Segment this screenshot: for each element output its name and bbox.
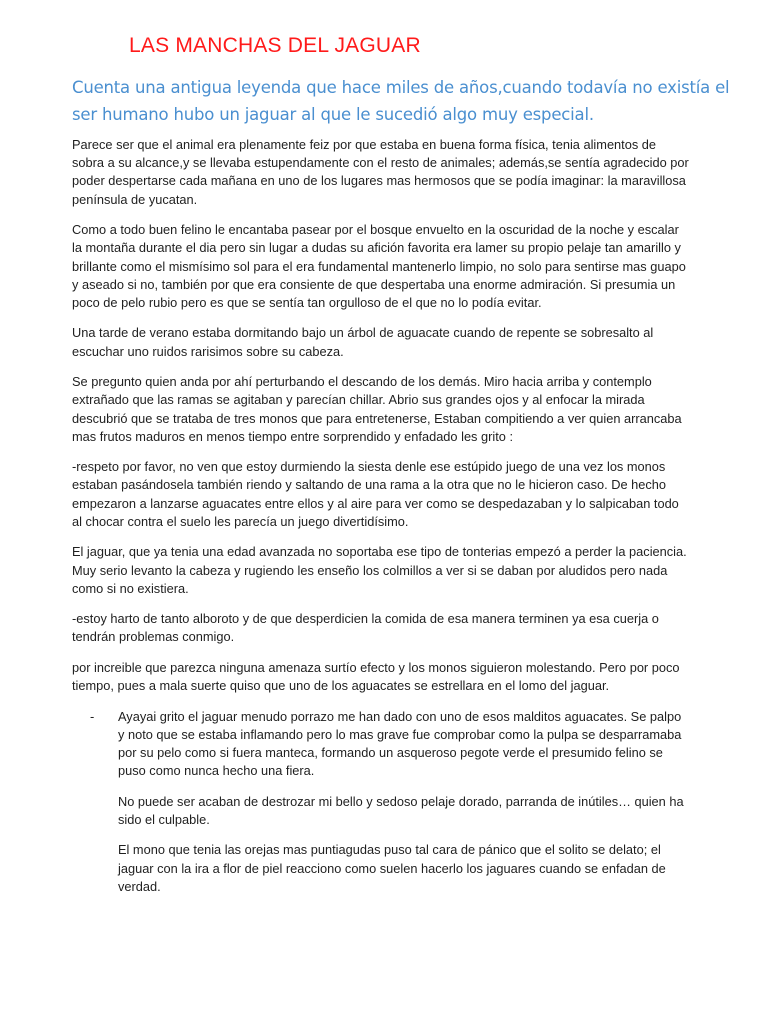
- document-title: LAS MANCHAS DEL JAGUAR: [129, 34, 421, 57]
- document-body: [72, 136, 690, 908]
- list-item: El mono que tenia las orejas mas puntiagudas puso tal cara de pánico que el solito se delato; el jaguar con la ira a flor de piel reacciono como suelen hacerlo los jaguares cuando se enfadan de verdad.: [118, 842, 666, 894]
- body-paragraph: El jaguar, que ya tenia una edad avanzada no soportaba ese tipo de tonterias empezó a perder la paciencia. Muy serio levanto la cabeza y rugiendo les enseño los colmillos a ver si se daban por aludidos pero nada como si no existiera.: [72, 544, 687, 596]
- body-paragraph: por increible que parezca ninguna amenaza surtío efecto y los monos siguieron molestando. Pero por poco tiempo, pues a mala suerte quiso que uno de los aguacates se estrellara en el lomo del jaguar.: [72, 659, 680, 694]
- list-bullet: -: [90, 708, 95, 724]
- body-paragraph: Como a todo buen felino le encantaba pasear por el bosque envuelto en la oscuridad de la noche y escalar la montaña durante el dia pero sin lugar a dudas su afición favorita era lamer su propio pelaje tan amarillo y brillante como el mismísimo sol para el era fundamental mantenerlo limpio, no solo para sentirse mas guapo y aseado si no, también por que era consiente de que despertaba una enorme admiración. Si presumia un poco de pelo rubio pero es que se sentía tan orgulloso de el que no lo podía evitar.: [72, 222, 686, 310]
- list-item: Ayayai grito el jaguar menudo porrazo me han dado con uno de esos malditos aguacates. Se palpo y noto que se estaba inflamando pero lo mas grave fue comprobar como la pulpa se desparramaba por su pelo como si fuera manteca, formando un asqueroso pegote verde el presumido felino se puso como nunca hecho una fiera.: [118, 708, 682, 779]
- intro-paragraph: Cuenta una antigua leyenda que hace miles de años,cuando todavía no existía el ser humano hubo un jaguar al que le sucedió algo muy especial.: [72, 78, 730, 124]
- body-paragraph: Una tarde de verano estaba dormitando bajo un árbol de aguacate cuando de repente se sobresalto al escuchar uno ruidos rarisimos sobre su cabeza.: [72, 325, 654, 359]
- body-paragraph: Parece ser que el animal era plenamente feiz por que estaba en buena forma física, tenia alimentos de sobra a su alcance,y se llevaba estupendamente con el resto de animales; además,se sentía agradecido por poder despertarse cada mañana en uno de los lugares mas hermosos que se podía imaginar: la maravillosa península de yucatan.: [72, 137, 689, 207]
- list-item: No puede ser acaban de destrozar mi bello y sedoso pelaje dorado, parranda de inútiles… quien ha sido el culpable.: [118, 793, 684, 827]
- dialogue-list: [72, 708, 690, 896]
- body-paragraph: Se pregunto quien anda por ahí perturbando el descando de los demás. Miro hacia arriba y contemplo extrañado que las ramas se agitaban y parecían chillar. Abrio sus grandes ojos y al enfocar la mirada descubrió que se trataba de tres monos que para entretenerse, Estaban compitiendo a ver quien arrancaba mas frutos maduros en menos tiempo entre sorprendido y enfadado les grito :: [72, 374, 682, 444]
- body-paragraph: -respeto por favor, no ven que estoy durmiendo la siesta denle ese estúpido juego de una vez los monos estaban pasándosela también riendo y saltando de una rama a la otra que no le hicieron caso. De hecho empezaron a lanzarse aguacates entre ellos y al aire para ver como se despedazaban y lo salpicaban todo al chocar contra el suelo les parecía un juego divertidísimo.: [72, 459, 679, 529]
- body-paragraph: -estoy harto de tanto alboroto y de que desperdicien la comida de esa manera terminen ya esa cuerja o tendrán problemas conmigo.: [72, 611, 659, 645]
